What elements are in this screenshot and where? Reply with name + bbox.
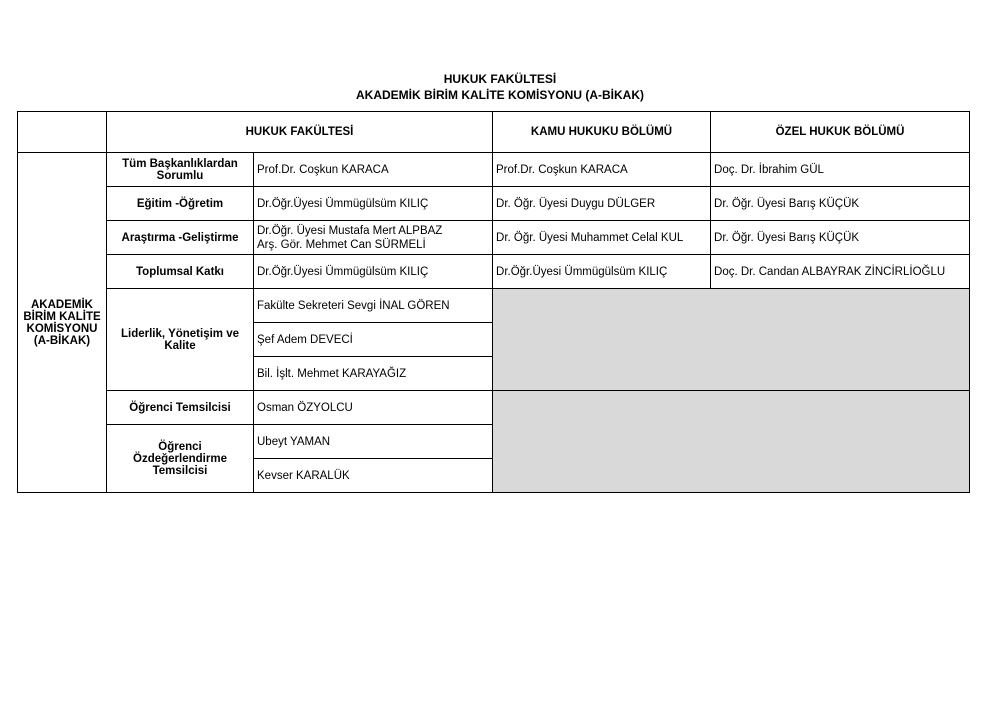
table-row [18, 391, 970, 425]
table-row [18, 221, 970, 255]
header-private-law: ÖZEL HUKUK BÖLÜMÜ [711, 112, 970, 153]
cell-faculty: Prof.Dr. Coşkun KARACA [254, 153, 493, 187]
faculty-member-2: Arş. Gör. Mehmet Can SÜRMELİ [257, 238, 426, 251]
cell-faculty [254, 221, 493, 255]
cell-private-law: Doç. Dr. Candan ALBAYRAK ZİNCİRLİOĞLU [711, 255, 970, 289]
header-faculty: HUKUK FAKÜLTESİ [107, 112, 493, 153]
title-line-1: HUKUK FAKÜLTESİ [443, 72, 557, 86]
header-row [18, 112, 970, 153]
table-row [18, 255, 970, 289]
row-label-leadership: Liderlik, Yönetişim ve Kalite [107, 289, 254, 391]
faculty-member-1: Dr.Öğr. Üyesi Mustafa Mert ALPBAZ [257, 224, 443, 237]
cell-faculty: Dr.Öğr.Üyesi Ümmügülsüm KILIÇ [254, 255, 493, 289]
cell-faculty: Ubeyt YAMAN [254, 425, 493, 459]
header-public-law: KAMU HUKUKU BÖLÜMÜ [493, 112, 711, 153]
cell-faculty: Bil. İşlt. Mehmet KARAYAĞIZ [254, 357, 493, 391]
cell-faculty: Fakülte Sekreteri Sevgi İNAL GÖREN [254, 289, 493, 323]
cell-faculty: Kevser KARALÜK [254, 459, 493, 493]
table-row [18, 153, 970, 187]
cell-private-law: Dr. Öğr. Üyesi Barış KÜÇÜK [711, 187, 970, 221]
row-label-education: Eğitim -Öğretim [107, 187, 254, 221]
cell-faculty: Dr.Öğr.Üyesi Ümmügülsüm KILIÇ [254, 187, 493, 221]
row-label-research: Araştırma -Geliştirme [107, 221, 254, 255]
empty-shaded-block [493, 391, 970, 493]
row-label-all-presidencies: Tüm Başkanlıklardan Sorumlu [107, 153, 254, 187]
row-label-student-rep: Öğrenci Temsilcisi [107, 391, 254, 425]
row-label-self-eval: Öğrenci Özdeğerlendirme Temsilcisi [107, 425, 254, 493]
header-corner [18, 112, 107, 153]
cell-faculty: Şef Adem DEVECİ [254, 323, 493, 357]
table-row [18, 187, 970, 221]
commission-table [17, 111, 970, 493]
cell-public-law: Dr. Öğr. Üyesi Duygu DÜLGER [493, 187, 711, 221]
empty-shaded-block [493, 289, 970, 391]
row-label-social: Toplumsal Katkı [107, 255, 254, 289]
table-row [18, 289, 970, 323]
title-line-2: AKADEMİK BİRİM KALİTE KOMİSYONU (A-BİKAK) [356, 88, 644, 102]
cell-faculty: Osman ÖZYOLCU [254, 391, 493, 425]
cell-public-law: Dr. Öğr. Üyesi Muhammet Celal KUL [493, 221, 711, 255]
cell-private-law: Doç. Dr. İbrahim GÜL [711, 153, 970, 187]
cell-private-law: Dr. Öğr. Üyesi Barış KÜÇÜK [711, 221, 970, 255]
document-title [0, 71, 1000, 103]
cell-public-law: Prof.Dr. Coşkun KARACA [493, 153, 711, 187]
cell-public-law: Dr.Öğr.Üyesi Ümmügülsüm KILIÇ [493, 255, 711, 289]
commission-label: AKADEMİK BİRİM KALİTE KOMİSYONU (A-BİKAK) [18, 153, 107, 493]
